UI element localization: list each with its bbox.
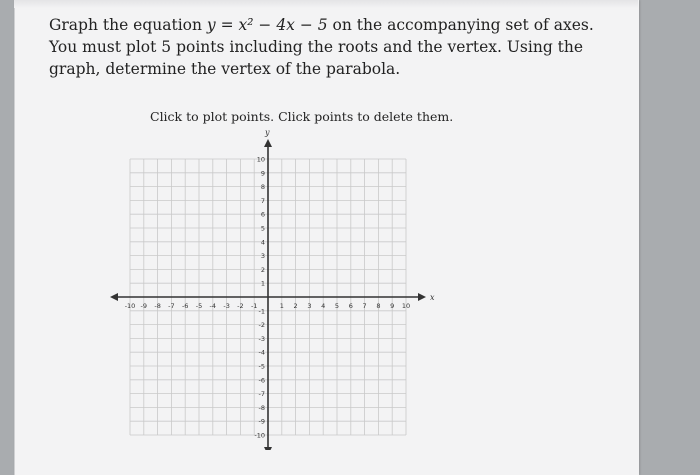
y-tick-label: -8 [258, 403, 265, 412]
axes [110, 130, 435, 450]
x-tick-label: 8 [376, 302, 381, 310]
y-tick-label: -6 [258, 376, 265, 385]
y-tick-label: -9 [258, 417, 265, 426]
x-tick-label: 1 [279, 302, 284, 310]
x-tick-label: 7 [362, 302, 367, 310]
y-tick-label: 2 [260, 265, 265, 274]
question-equation: y = x² − 4x − 5 [206, 16, 328, 34]
x-axis-left-arrow [110, 293, 118, 301]
y-tick-label: 8 [260, 183, 265, 192]
x-tick-label: 10 [401, 302, 411, 310]
y-tick-label: 9 [260, 169, 265, 178]
x-tick-label: -4 [209, 302, 217, 310]
question-text [49, 14, 609, 80]
y-axis-label: y [265, 130, 270, 137]
question-suffix: on the accompanying set of axes. You must plot 5 points including the roots and the vertex. Using the graph, determine the vertex of the parabola. [49, 16, 594, 78]
x-axis-right-arrow [418, 293, 426, 301]
coordinate-plane[interactable] [110, 130, 440, 450]
graph-instruction: Click to plot points. Click points to delete them. [150, 109, 454, 124]
x-tick-label: 6 [348, 302, 353, 310]
y-tick-label: 6 [260, 210, 265, 219]
x-tick-label: -2 [237, 302, 244, 310]
x-tick-label: -6 [181, 302, 189, 310]
y-tick-label: 1 [260, 279, 265, 288]
y-tick-label: 3 [260, 252, 265, 261]
y-tick-label: -7 [258, 390, 265, 399]
y-tick-label: 4 [260, 238, 265, 247]
x-tick-label: -10 [124, 302, 136, 310]
x-tick-label: 9 [390, 302, 395, 310]
y-tick-label: 7 [260, 196, 265, 205]
x-tick-label: -5 [195, 302, 203, 310]
y-tick-label: -4 [258, 348, 265, 357]
x-axis-label: x [430, 293, 435, 302]
panel-top-edge [14, 0, 638, 8]
x-tick-label: 4 [321, 302, 326, 310]
y-tick-label: -5 [258, 362, 265, 371]
y-tick-label: -2 [258, 321, 265, 330]
y-tick-label: 10 [256, 155, 265, 164]
x-tick-label: 2 [293, 302, 298, 310]
x-tick-label: -1 [250, 302, 258, 310]
y-tick-label: -10 [254, 431, 265, 440]
y-tick-label: -1 [258, 307, 265, 316]
x-tick-label: 3 [307, 302, 312, 310]
y-axis-up-arrow [264, 139, 272, 147]
question-prefix: Graph the equation [49, 16, 207, 34]
x-tick-label: -8 [154, 302, 161, 310]
y-tick-label: -3 [258, 334, 265, 343]
y-tick-label: 5 [260, 224, 265, 233]
x-tick-label: 5 [334, 302, 340, 310]
x-tick-label: -9 [140, 302, 148, 310]
y-axis-down-arrow [264, 447, 272, 450]
x-tick-label: -7 [168, 302, 175, 310]
x-tick-label: -3 [223, 302, 230, 310]
